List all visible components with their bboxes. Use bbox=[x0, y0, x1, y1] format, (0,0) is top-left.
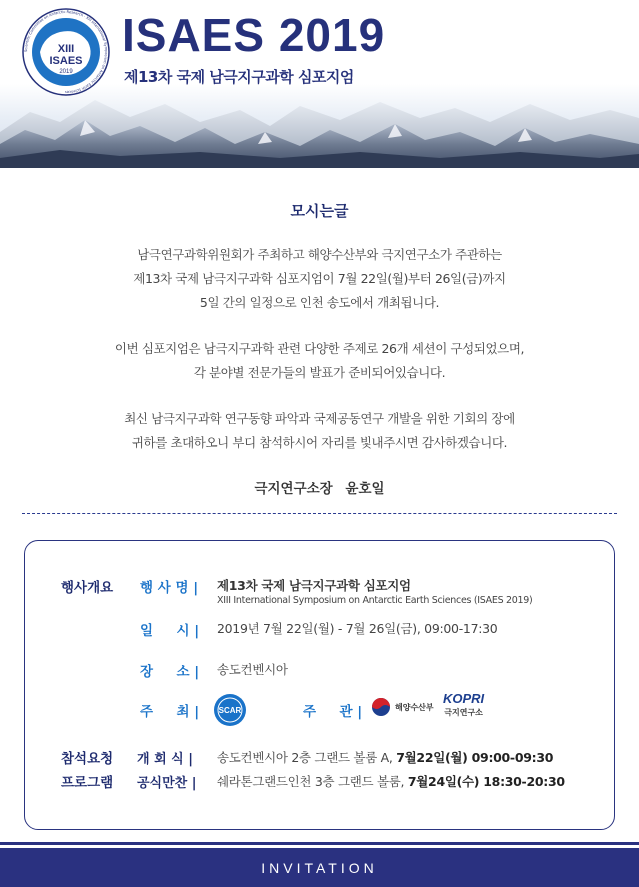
program-section-label-2: 프로그램 bbox=[61, 775, 114, 791]
letter-paragraph-2 bbox=[0, 337, 639, 385]
event-info-box bbox=[24, 540, 615, 830]
header-banner bbox=[0, 0, 639, 168]
dinner-detail bbox=[217, 772, 565, 790]
logo-numeral: XIII bbox=[57, 43, 75, 55]
letter-line: 이번 심포지엄은 남극지구과학 관련 다양한 주제로 26개 세션이 구성되었으며, bbox=[114, 341, 525, 356]
letter-line: 각 분야별 전문가들의 발표가 준비되어있습니다. bbox=[193, 365, 446, 380]
footer-invitation-text: INVITATION bbox=[261, 860, 378, 876]
letter-title: 모시는글 bbox=[290, 202, 349, 220]
event-name-en: XIII International Symposium on Antarctic Earth Sciences (ISAES 2019) bbox=[217, 595, 533, 606]
kopri-logo-icon: KOPRI bbox=[443, 691, 485, 706]
dinner-label: 공식만찬 | bbox=[137, 776, 197, 791]
date-label: 일 시 | bbox=[140, 623, 200, 639]
antarctic-mountains-image bbox=[0, 92, 639, 168]
opening-detail bbox=[217, 748, 553, 766]
organizer-label: 주 관 | bbox=[303, 704, 363, 720]
letter-line: 남극연구과학위원회가 주최하고 해양수산부와 극지연구소가 주관하는 bbox=[137, 247, 502, 262]
page-title: ISAES 2019 bbox=[122, 9, 386, 61]
event-name-ko: 제13차 국제 남극지구과학 심포지엄 bbox=[217, 578, 411, 593]
dashed-divider bbox=[22, 513, 617, 514]
program-section-label-1: 참석요청 bbox=[61, 751, 114, 767]
footer-bar bbox=[0, 848, 639, 887]
svg-text:SCAR: SCAR bbox=[218, 706, 242, 715]
letter-line: 5일 간의 일정으로 인천 송도에서 개최됩니다. bbox=[199, 295, 440, 310]
mof-emblem-icon bbox=[371, 697, 391, 717]
letter-paragraph-1 bbox=[0, 243, 639, 315]
kopri-name: 극지연구소 bbox=[444, 708, 483, 717]
mof-name: 해양수산부 bbox=[395, 702, 434, 712]
host-label: 주 최 | bbox=[140, 704, 200, 720]
page-subtitle: 제13차 국제 남극지구과학 심포지엄 bbox=[124, 68, 354, 86]
opening-time: 7월22일(월) 09:00-09:30 bbox=[396, 750, 554, 765]
letter-line: 제13차 국제 남극지구과학 심포지엄이 7월 22일(월)부터 26일(금)까지 bbox=[133, 271, 506, 286]
venue-value: 송도컨벤시아 bbox=[217, 662, 288, 677]
opening-label: 개 회 식 | bbox=[137, 752, 193, 767]
letter-line: 최신 남극지구과학 연구동향 파악과 국제공동연구 개발을 위한 기회의 장에 bbox=[124, 411, 515, 426]
organizer-mof bbox=[371, 697, 434, 717]
logo-year: 2019 bbox=[59, 69, 73, 75]
signature: 극지연구소장 윤호일 bbox=[254, 481, 385, 497]
organizer-kopri bbox=[443, 691, 484, 718]
overview-section-label: 행사개요 bbox=[61, 580, 114, 596]
venue-label: 장 소 | bbox=[140, 664, 200, 680]
event-name-label: 행 사 명 | bbox=[140, 580, 199, 596]
letter-paragraph-3 bbox=[0, 407, 639, 455]
dinner-time: 7월24일(수) 18:30-20:30 bbox=[407, 774, 565, 789]
scar-logo-icon bbox=[213, 693, 247, 727]
date-value: 2019년 7월 22일(월) - 7월 26일(금), 09:00-17:30 bbox=[217, 621, 498, 636]
logo-name: ISAES bbox=[49, 55, 83, 67]
logo-ring-text: Scientific Committee on Antarctic Research · XIII International Symposium on Antarctic Earth Sciences bbox=[23, 9, 109, 95]
opening-place: 송도컨벤시아 2층 그랜드 볼룸 A, bbox=[217, 750, 397, 765]
dinner-place: 쉐라톤그랜드인천 3층 그랜드 볼룸, bbox=[217, 774, 408, 789]
footer-rule bbox=[0, 842, 639, 845]
invitation-letter bbox=[0, 200, 639, 497]
host-logo bbox=[213, 693, 247, 727]
isaes-logo bbox=[22, 8, 110, 96]
letter-line: 귀하를 초대하오니 부디 참석하시어 자리를 빛내주시면 감사하겠습니다. bbox=[131, 435, 508, 450]
